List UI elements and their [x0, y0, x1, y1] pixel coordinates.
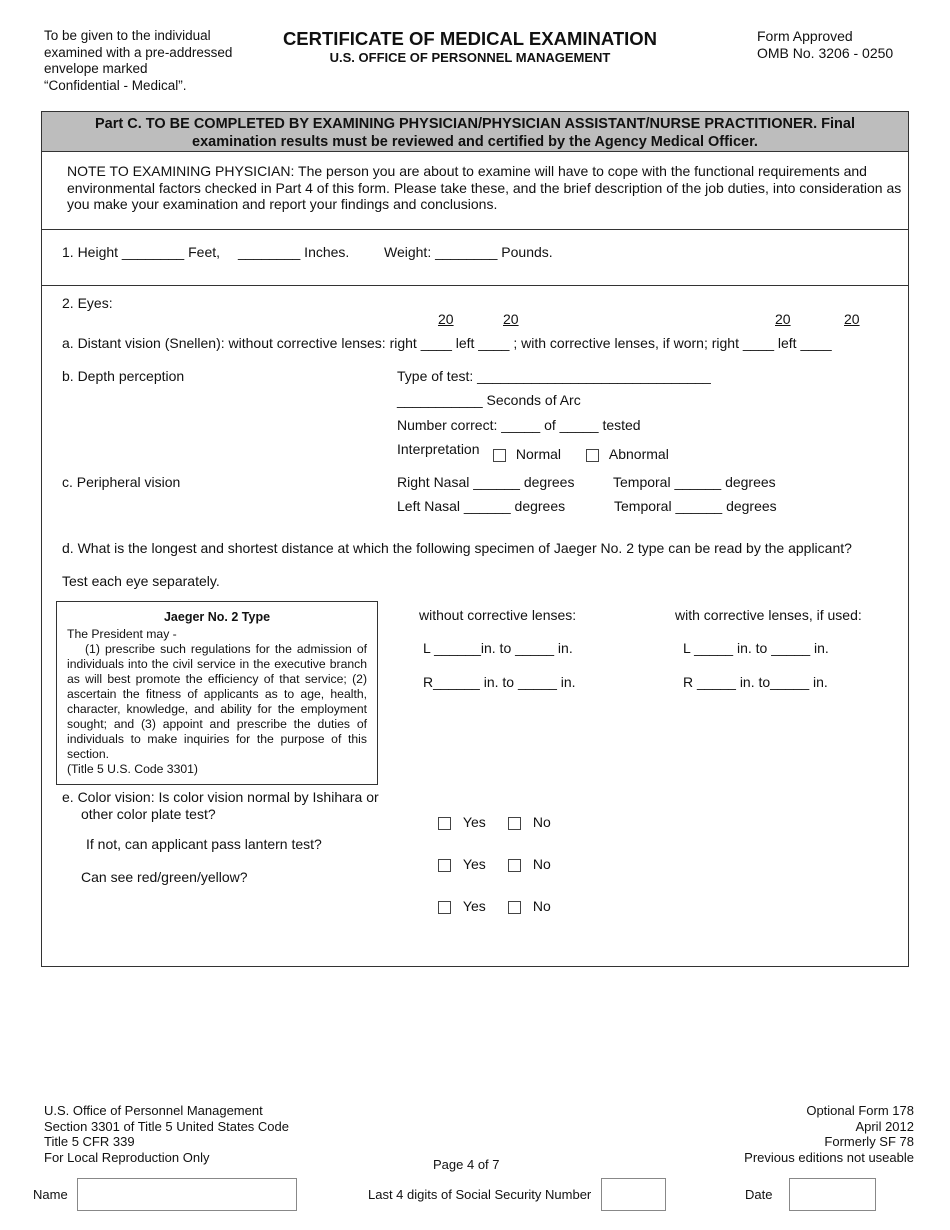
height-feet-field[interactable]: 1. Height ________ Feet, — [62, 244, 221, 260]
test-each-eye-note: Test each eye separately. — [62, 573, 220, 589]
footer-left — [44, 1103, 289, 1166]
footer-line: Optional Form 178 — [806, 1103, 914, 1118]
yes-label: Yes — [462, 898, 486, 914]
part-c-heading-line: Part C. TO BE COMPLETED BY EXAMINING PHYSICIAN/PHYSICIAN ASSISTANT/NURSE PRACTITIONER. Final — [95, 116, 855, 132]
with-lenses-header: with corrective lenses, if used: — [675, 607, 862, 623]
date-input[interactable] — [789, 1178, 876, 1211]
form-title-block — [250, 28, 690, 66]
without-lenses-header: without corrective lenses: — [419, 607, 577, 623]
checkbox-icon[interactable] — [508, 817, 521, 830]
page-number: Page 4 of 7 — [433, 1157, 500, 1172]
checkbox-icon[interactable] — [586, 449, 599, 462]
divider — [42, 285, 908, 286]
jaeger-title: Jaeger No. 2 Type — [163, 610, 271, 624]
footer-line: Section 3301 of Title 5 United States Code — [44, 1118, 289, 1134]
interpretation-label: Interpretation — [397, 441, 480, 457]
divider — [42, 229, 908, 230]
rgy-yes[interactable] — [438, 898, 486, 914]
footer-right — [744, 1103, 914, 1166]
normal-label: Normal — [515, 446, 562, 462]
red-green-yellow-question: Can see red/green/yellow? — [81, 869, 248, 885]
seconds-of-arc-field[interactable]: ___________ Seconds of Arc — [397, 392, 581, 408]
yes-label: Yes — [462, 856, 486, 872]
no-label: No — [532, 814, 551, 830]
distant-vision-field[interactable]: a. Distant vision (Snellen): without corrective lenses: right ____ left ____ ; with corrective lenses, if worn; right ____ left ____ — [62, 335, 832, 351]
without-left-eye-field[interactable]: L ______in. to _____ in. — [423, 640, 573, 656]
footer-line: April 2012 — [855, 1118, 914, 1134]
rgy-no[interactable] — [508, 898, 551, 914]
physician-note-line: environmental factors checked in Part 4 of this form. Please take these, and the brief description of the job duties, into consideration as — [67, 179, 902, 196]
no-label: No — [532, 898, 551, 914]
page-subtitle: U.S. OFFICE OF PERSONNEL MANAGEMENT — [329, 50, 611, 65]
distribution-note — [44, 28, 254, 94]
checkbox-icon[interactable] — [438, 859, 451, 872]
checkbox-icon[interactable] — [438, 817, 451, 830]
abnormal-option[interactable] — [586, 446, 669, 462]
right-temporal-field[interactable]: Temporal ______ degrees — [613, 474, 776, 490]
physician-note-line: you make your examination and report your findings and conclusions. — [67, 196, 498, 212]
normal-option[interactable] — [493, 446, 561, 462]
peripheral-vision-label: c. Peripheral vision — [62, 474, 181, 490]
color-vision-line: other color plate test? — [81, 805, 216, 822]
jaeger-intro: The President may - — [67, 627, 177, 641]
depth-perception-label: b. Depth perception — [62, 368, 185, 384]
footer-line: Title 5 CFR 339 — [44, 1134, 135, 1150]
form-approved-text: Form Approved — [757, 28, 853, 44]
footer-line: U.S. Office of Personnel Management — [44, 1103, 263, 1118]
snellen-denominator: 20 — [503, 311, 519, 327]
type-of-test-field[interactable]: Type of test: ______________________________ — [397, 368, 711, 384]
distribution-note-line: To be given to the individual — [44, 28, 211, 43]
checkbox-icon[interactable] — [438, 901, 451, 914]
abnormal-label: Abnormal — [608, 446, 669, 462]
with-right-eye-field[interactable]: R _____ in. to_____ in. — [683, 674, 828, 690]
snellen-denominator: 20 — [438, 311, 454, 327]
height-inches-field[interactable]: ________ Inches. — [238, 244, 350, 260]
color-plate-no[interactable] — [508, 814, 551, 830]
distribution-note-line: examined with a pre-addressed — [44, 44, 233, 60]
name-label: Name — [33, 1187, 68, 1202]
checkbox-icon[interactable] — [493, 449, 506, 462]
color-plate-yes[interactable] — [438, 814, 486, 830]
ssn-input[interactable] — [601, 1178, 666, 1211]
snellen-denominator: 20 — [844, 311, 860, 327]
lantern-yes[interactable] — [438, 856, 486, 872]
omb-number: OMB No. 3206 - 0250 — [757, 44, 894, 61]
part-c-heading — [42, 112, 908, 152]
left-temporal-field[interactable]: Temporal ______ degrees — [614, 498, 777, 514]
checkbox-icon[interactable] — [508, 901, 521, 914]
jaeger-citation: (Title 5 U.S. Code 3301) — [67, 762, 198, 776]
jaeger-specimen-box — [56, 601, 378, 785]
form-approval — [757, 28, 893, 61]
with-left-eye-field[interactable]: L _____ in. to _____ in. — [683, 640, 829, 656]
color-vision-line: e. Color vision: Is color vision normal by Ishihara or — [62, 789, 379, 805]
distribution-note-line: “Confidential - Medical”. — [44, 77, 187, 93]
name-input[interactable] — [77, 1178, 297, 1211]
color-vision-question — [62, 789, 379, 822]
physician-note-line: NOTE TO EXAMINING PHYSICIAN: The person you are about to examine will have to cope with the functional requirements and — [67, 163, 867, 179]
right-nasal-field[interactable]: Right Nasal ______ degrees — [397, 474, 575, 490]
date-label: Date — [745, 1187, 773, 1202]
snellen-denominator: 20 — [775, 311, 791, 327]
number-correct-field[interactable]: Number correct: _____ of _____ tested — [397, 417, 641, 433]
ssn-label: Last 4 digits of Social Security Number — [368, 1187, 592, 1202]
part-c-heading-line: examination results must be reviewed and certified by the Agency Medical Officer. — [192, 134, 758, 150]
lantern-no[interactable] — [508, 856, 551, 872]
physician-note — [67, 163, 901, 213]
lantern-test-question: If not, can applicant pass lantern test? — [86, 836, 322, 852]
weight-field[interactable]: Weight: ________ Pounds. — [384, 244, 553, 260]
page-title: CERTIFICATE OF MEDICAL EXAMINATION — [282, 28, 658, 49]
yes-label: Yes — [462, 814, 486, 830]
footer-line: Previous editions not useable — [744, 1150, 914, 1166]
no-label: No — [532, 856, 551, 872]
without-right-eye-field[interactable]: R______ in. to _____ in. — [423, 674, 576, 690]
eyes-label: 2. Eyes: — [62, 295, 113, 311]
part-c-section — [41, 111, 909, 967]
footer-line: Formerly SF 78 — [824, 1134, 914, 1150]
checkbox-icon[interactable] — [508, 859, 521, 872]
footer-line: For Local Reproduction Only — [44, 1150, 210, 1166]
distribution-note-line: envelope marked — [44, 61, 148, 76]
left-nasal-field[interactable]: Left Nasal ______ degrees — [397, 498, 566, 514]
jaeger-question: d. What is the longest and shortest distance at which the following specimen of Jaeger No. 2 type can be read by the applicant? — [62, 540, 852, 556]
jaeger-body: (1) prescribe such regulations for the admission of individuals into the civil service in the executive branch as will best promote the efficiency of that service; (2) ascertain the fitness of applicants as to age, health, character, knowledge, and ability for the employment sought; and (3) appoint and prescribe the duties of individuals to make inquiries for the purpose of this section. — [67, 642, 367, 761]
